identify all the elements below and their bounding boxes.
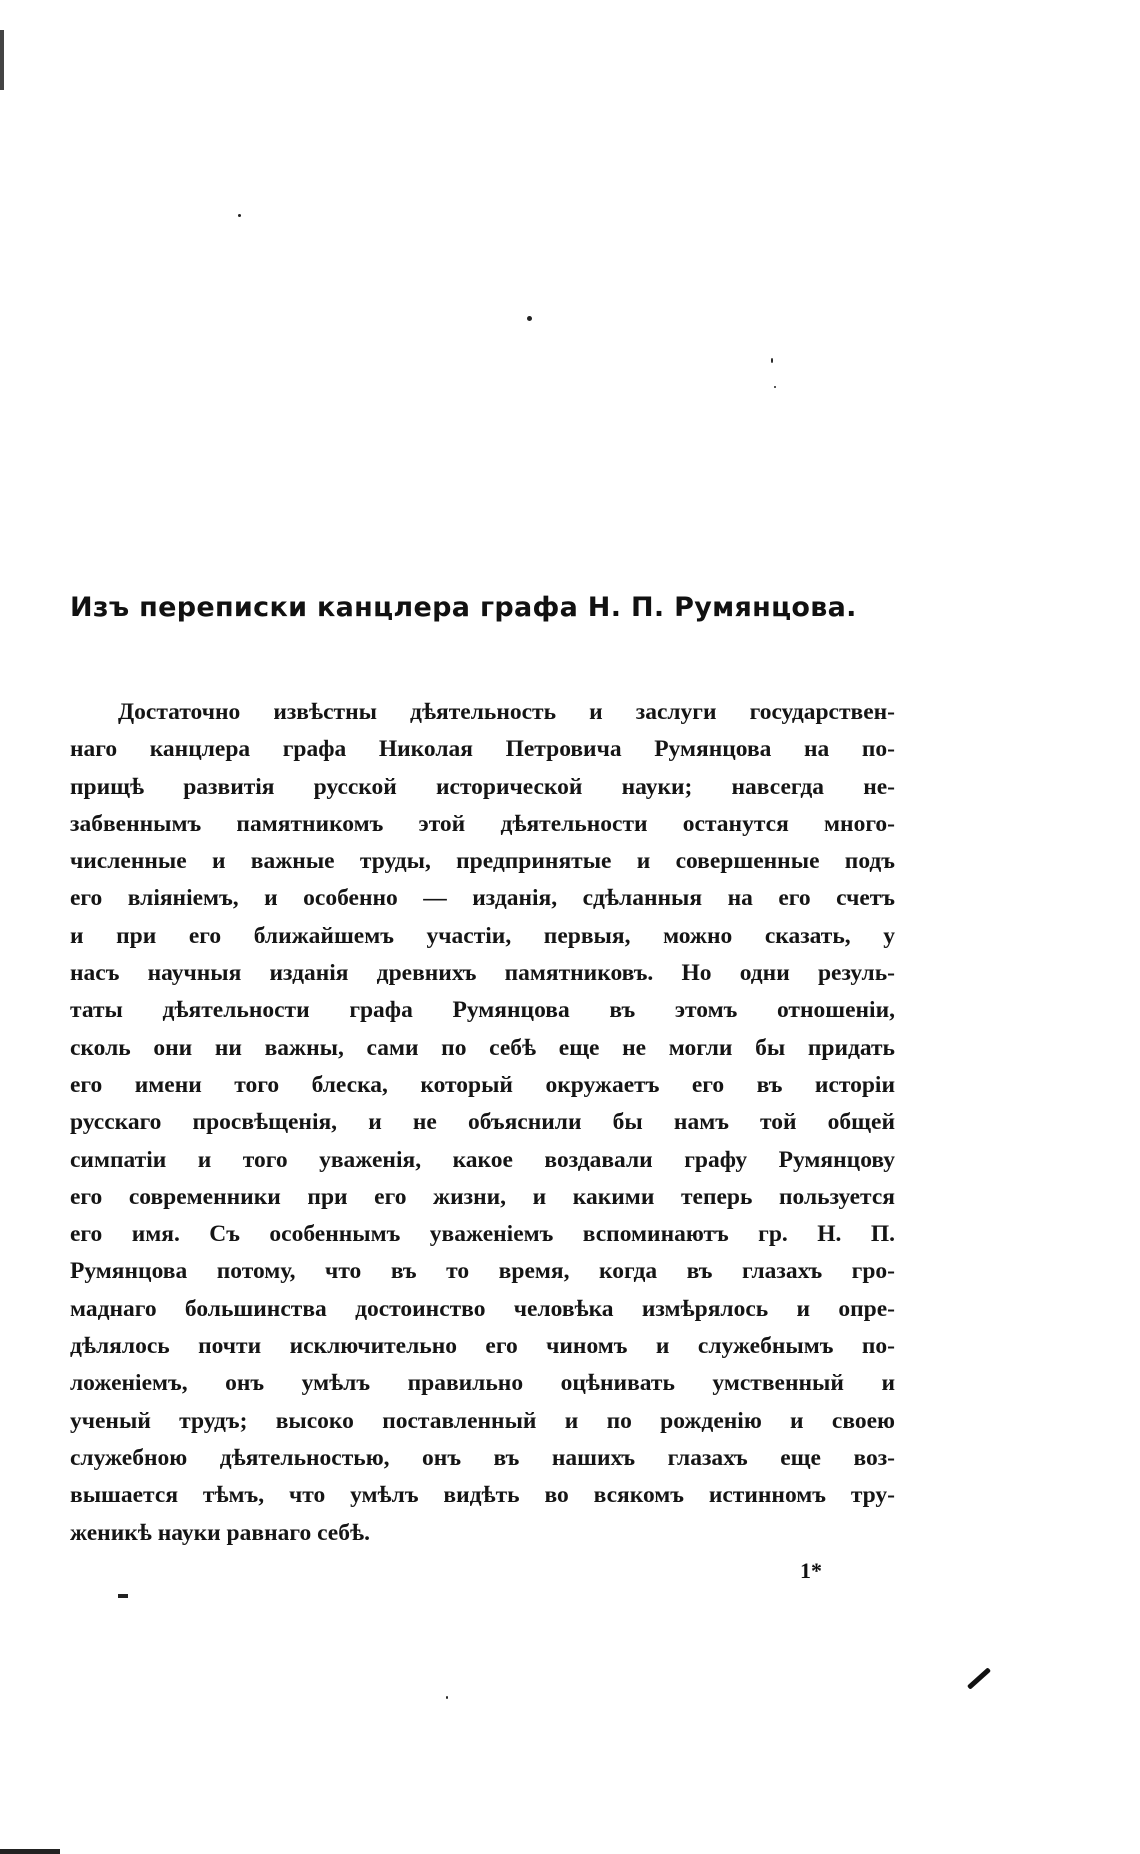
text-line: численные и важные труды, предпринятые и совершенные подъ: [70, 848, 895, 875]
text-line: таты дѣятельности графа Румянцова въ этомъ отношеніи,: [70, 997, 895, 1024]
pen-stroke-mark: [967, 1667, 991, 1689]
text-line: русскаго просвѣщенія, и не объяснили бы намъ той общей: [70, 1109, 895, 1136]
text-line: насъ научныя изданія древнихъ памятниковъ. Но одни резуль-: [70, 960, 895, 987]
text-line: забвеннымъ памятникомъ этой дѣятельности останутся много-: [70, 810, 895, 837]
scan-edge-mark-bottom: [0, 1849, 60, 1854]
text-line: его вліяніемъ, и особенно — изданія, сдѣланныя на его счетъ: [70, 885, 895, 912]
text-line: Достаточно извѣстны дѣятельность и заслуги государствен-: [118, 699, 895, 725]
scan-edge-mark: [0, 30, 4, 90]
scan-speck: [238, 214, 241, 217]
text-line: женикѣ науки равнаго себѣ.: [70, 1519, 370, 1546]
text-line: служебною дѣятельностью, онъ въ нашихъ глазахъ еще воз-: [70, 1444, 895, 1471]
scan-speck: [446, 1696, 448, 1699]
paragraph: [70, 694, 895, 1552]
scan-speck: [771, 358, 773, 363]
text-line: маднаго большинства достоинство человѣка измѣрялось и опре-: [70, 1295, 895, 1322]
text-line: прищѣ развитія русской исторической науки; навсегда не-: [70, 773, 895, 800]
text-line: наго канцлера графа Николая Петровича Румянцова на по-: [70, 736, 895, 763]
text-line: вышается тѣмъ, что умѣлъ видѣть во всякомъ истинномъ тру-: [70, 1482, 895, 1509]
text-line: дѣлялось почти исключительно его чиномъ и служебнымъ по-: [70, 1333, 895, 1360]
page-number: 1*: [800, 1558, 822, 1583]
text-line: и при его ближайшемъ участіи, первыя, можно сказать, у: [70, 922, 895, 949]
text-line: Румянцова потому, что въ то время, когда въ глазахъ гро-: [70, 1258, 895, 1285]
text-line: симпатіи и того уваженія, какое воздавали графу Румянцову: [70, 1146, 895, 1173]
text-line: сколь они ни важны, сами по себѣ еще не могли бы придать: [70, 1034, 895, 1061]
page-title: Изъ переписки канцлера графа Н. П. Румянцова.: [70, 592, 857, 623]
scan-speck: [527, 316, 532, 321]
text-line: ложеніемъ, онъ умѣлъ правильно оцѣнивать умственный и: [70, 1370, 895, 1397]
scan-speck: [774, 386, 776, 388]
scan-dash-mark: [118, 1594, 128, 1598]
text-line: его современники при его жизни, и какими теперь пользуется: [70, 1183, 895, 1210]
text-line: ученый трудъ; высоко поставленный и по рожденію и своею: [70, 1407, 895, 1434]
text-line: его имени того блеска, который окружаетъ его въ исторіи: [70, 1071, 895, 1098]
text-line: его имя. Съ особеннымъ уваженіемъ вспоминаютъ гр. Н. П.: [70, 1221, 895, 1248]
